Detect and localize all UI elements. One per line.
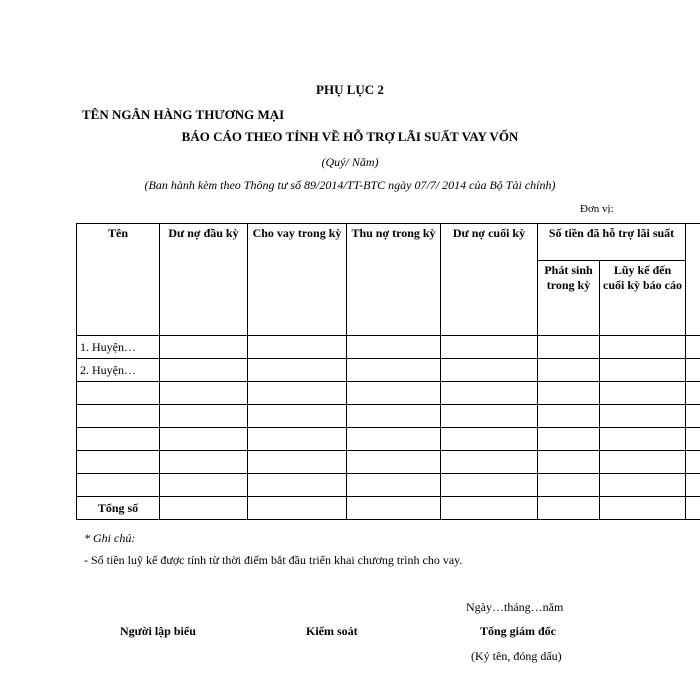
issued-by-note: (Ban hành kèm theo Thông tư số 89/2014/TT-BTC ngày 07/7/ 2014 của Bộ Tài chính) (144, 178, 556, 192)
col-header-partial (686, 224, 700, 336)
table-row (77, 474, 700, 497)
data-cell (248, 359, 347, 382)
data-cell (160, 428, 248, 451)
data-cell (248, 405, 347, 428)
data-cell (600, 474, 686, 497)
signature-director: Tổng giám đốc (480, 624, 557, 638)
bank-name: TÊN NGÂN HÀNG THƯƠNG MẠI (82, 107, 285, 122)
data-cell (248, 428, 347, 451)
signature-note: (Ký tên, đóng dấu) (471, 649, 562, 663)
data-cell (441, 405, 538, 428)
data-cell (441, 428, 538, 451)
data-cell (686, 497, 700, 520)
signature-control: Kiểm soát (306, 624, 358, 638)
data-cell (347, 382, 441, 405)
unit-label: Đơn vị: (580, 203, 614, 215)
col-header-closing-balance: Dư nợ cuối kỳ (441, 224, 538, 336)
data-cell (441, 382, 538, 405)
col-header-interest-support: Số tiền đã hỗ trợ lãi suất (538, 224, 686, 261)
col-header-collection: Thu nợ trong kỳ (347, 224, 441, 336)
row-name-cell (77, 382, 160, 405)
row-name-cell: 2. Huyện… (77, 359, 160, 382)
data-cell (600, 336, 686, 359)
col-header-name: Tên (77, 224, 160, 336)
notes-line: - Số tiền luỹ kế được tính từ thời điểm bắt đầu triển khai chương trình cho vay. (84, 553, 463, 567)
data-cell (160, 451, 248, 474)
data-cell (160, 359, 248, 382)
table-row (77, 405, 700, 428)
data-cell (347, 451, 441, 474)
table-row (77, 428, 700, 451)
report-title: BÁO CÁO THEO TỈNH VỀ HỖ TRỢ LÃI SUẤT VAY VỐN (181, 129, 519, 144)
data-cell (248, 474, 347, 497)
data-cell (441, 336, 538, 359)
data-cell (347, 497, 441, 520)
data-cell (686, 428, 700, 451)
data-cell (538, 451, 600, 474)
data-cell (538, 359, 600, 382)
table-row (77, 359, 700, 382)
table-row (77, 336, 700, 359)
data-cell (347, 428, 441, 451)
data-cell (686, 474, 700, 497)
data-cell (686, 451, 700, 474)
data-cell (160, 382, 248, 405)
col-header-arising: Phát sinh trong kỳ (538, 261, 600, 336)
data-cell (248, 336, 347, 359)
report-period: (Quý/ Năm) (321, 155, 379, 169)
data-cell (441, 474, 538, 497)
data-cell (538, 382, 600, 405)
data-cell (160, 405, 248, 428)
report-table (76, 223, 700, 520)
data-cell (600, 428, 686, 451)
data-cell (441, 451, 538, 474)
data-cell (600, 359, 686, 382)
data-cell (538, 474, 600, 497)
data-cell (538, 405, 600, 428)
row-name-cell: 1. Huyện… (77, 336, 160, 359)
data-cell (160, 497, 248, 520)
data-cell (686, 405, 700, 428)
col-header-opening-balance: Dư nợ đầu kỳ (160, 224, 248, 336)
data-cell (248, 497, 347, 520)
data-cell (600, 497, 686, 520)
total-row (77, 497, 700, 520)
data-cell (347, 405, 441, 428)
data-cell (347, 359, 441, 382)
total-label: Tổng số (77, 497, 160, 520)
data-cell (538, 497, 600, 520)
data-cell (160, 474, 248, 497)
notes-title: * Ghi chú: (84, 531, 136, 545)
col-header-lending: Cho vay trong kỳ (248, 224, 347, 336)
table-row (77, 382, 700, 405)
appendix-label: PHỤ LỤC 2 (316, 82, 384, 97)
row-name-cell (77, 474, 160, 497)
data-cell (686, 382, 700, 405)
row-name-cell (77, 451, 160, 474)
data-cell (347, 474, 441, 497)
data-cell (600, 405, 686, 428)
row-name-cell (77, 405, 160, 428)
data-cell (441, 497, 538, 520)
signature-date-line: Ngày…tháng…năm (466, 600, 564, 614)
data-cell (600, 451, 686, 474)
row-name-cell (77, 428, 160, 451)
data-cell (686, 359, 700, 382)
data-cell (441, 359, 538, 382)
col-header-cumulative: Lũy kế đến cuối kỳ báo cáo (600, 261, 686, 336)
data-cell (160, 336, 248, 359)
signature-preparer: Người lập biểu (120, 624, 196, 638)
data-cell (600, 382, 686, 405)
data-cell (248, 382, 347, 405)
data-cell (538, 428, 600, 451)
data-cell (686, 336, 700, 359)
data-cell (248, 451, 347, 474)
data-cell (347, 336, 441, 359)
data-cell (538, 336, 600, 359)
table-row (77, 451, 700, 474)
